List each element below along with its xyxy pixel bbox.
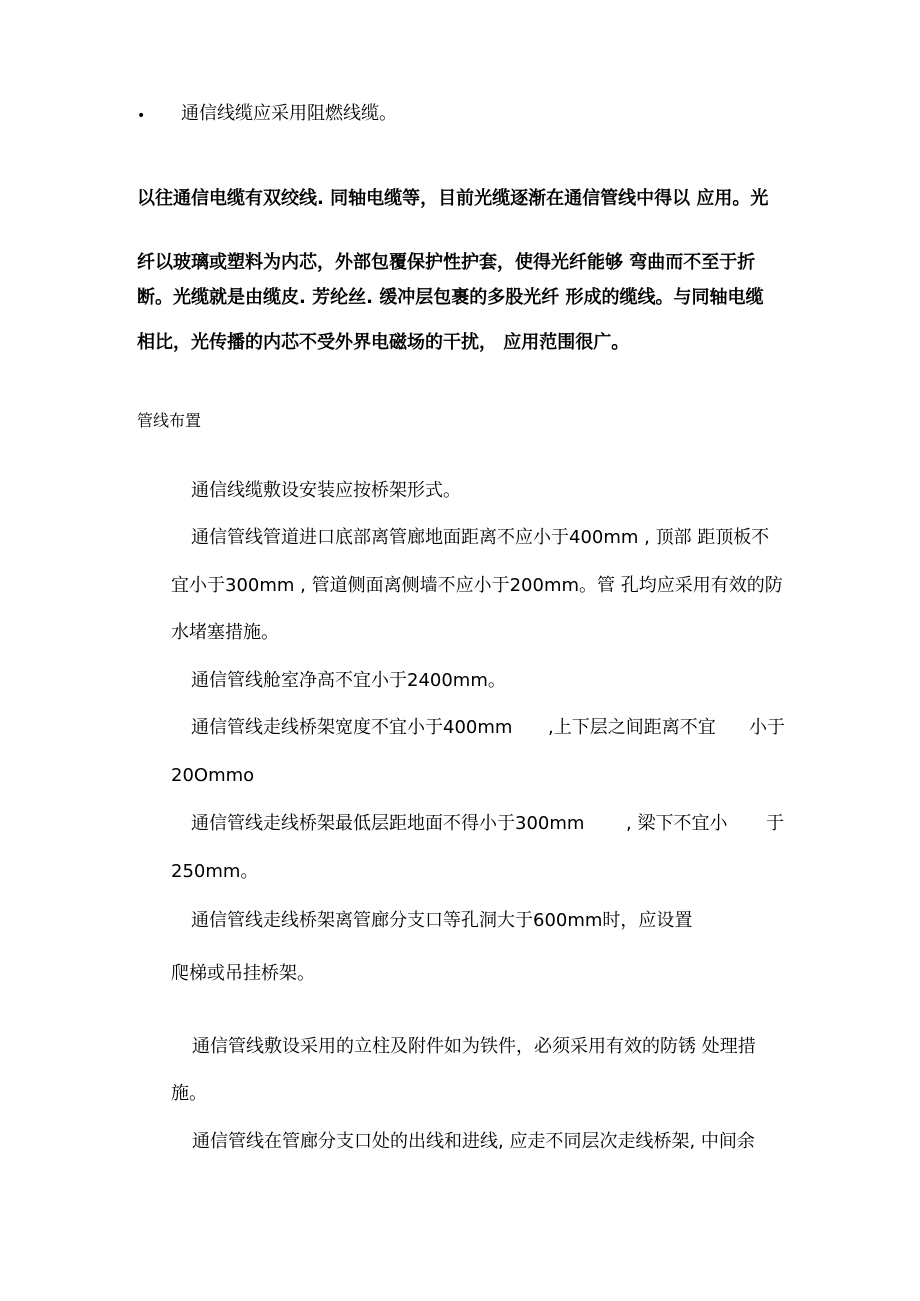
item-line-6b: ,上下层之间距离不宜 xyxy=(548,717,716,738)
item-line-7: 20Ommo xyxy=(171,765,255,786)
item-line-6a: 通信管线走线桥架宽度不宜小于400mm xyxy=(191,717,513,738)
bullet-text: 通信线缆应采用阻燃线缆。 xyxy=(181,103,397,124)
item-line-4: 水堵塞措施。 xyxy=(171,622,279,643)
item-line-8c: 于 xyxy=(766,813,784,834)
item-line-3: 宜小于300mm , 管道侧面离侧墙不应小于200mm。管 孔均应采用有效的防 xyxy=(171,575,783,596)
bullet-dot: • xyxy=(137,108,146,124)
item-line-1: 通信线缆敷设安装应按桥架形式。 xyxy=(191,480,461,501)
item-line-9: 250mm。 xyxy=(171,861,259,882)
intro-line-2: 纤以玻璃或塑料为内芯，外部包覆保护性护套，使得光纤能够 弯曲而不至于折 xyxy=(137,252,756,273)
intro-line-3: 断。光缆就是由缆皮. 芳纶丝. 缓冲层包裹的多股光纤 形成的缆线。与同轴电缆 xyxy=(137,287,764,308)
intro-line-1: 以往通信电缆有双绞线. 同轴电缆等，目前光缆逐渐在通信管线中得以 应用。光 xyxy=(137,188,769,209)
item-line-8b: , 梁下不宜小 xyxy=(626,813,728,834)
intro-line-4: 相比，光传播的内芯不受外界电磁场的干扰， 应用范围很广。 xyxy=(137,332,630,353)
item-line-13: 施。 xyxy=(171,1083,207,1104)
item-line-14: 通信管线在管廊分支口处的出线和进线, 应走不同层次走线桥架, 中间余 xyxy=(192,1131,755,1152)
item-line-6c: 小于 xyxy=(749,717,785,738)
item-line-11: 爬梯或吊挂桥架。 xyxy=(171,963,315,984)
section-heading: 管线布置 xyxy=(137,411,202,430)
item-line-2: 通信管线管道进口底部离管廊地面距离不应小于400mm , 顶部 距顶板不 xyxy=(191,527,770,548)
item-line-5: 通信管线舱室净高不宜小于2400mm。 xyxy=(191,670,506,691)
item-line-10: 通信管线走线桥架离管廊分支口等孔洞大于600mm时，应设置 xyxy=(191,910,693,931)
item-line-8a: 通信管线走线桥架最低层距地面不得小于300mm xyxy=(191,813,585,834)
item-line-12: 通信管线敷设采用的立柱及附件如为铁件，必须采用有效的防锈 处理措 xyxy=(192,1036,756,1057)
